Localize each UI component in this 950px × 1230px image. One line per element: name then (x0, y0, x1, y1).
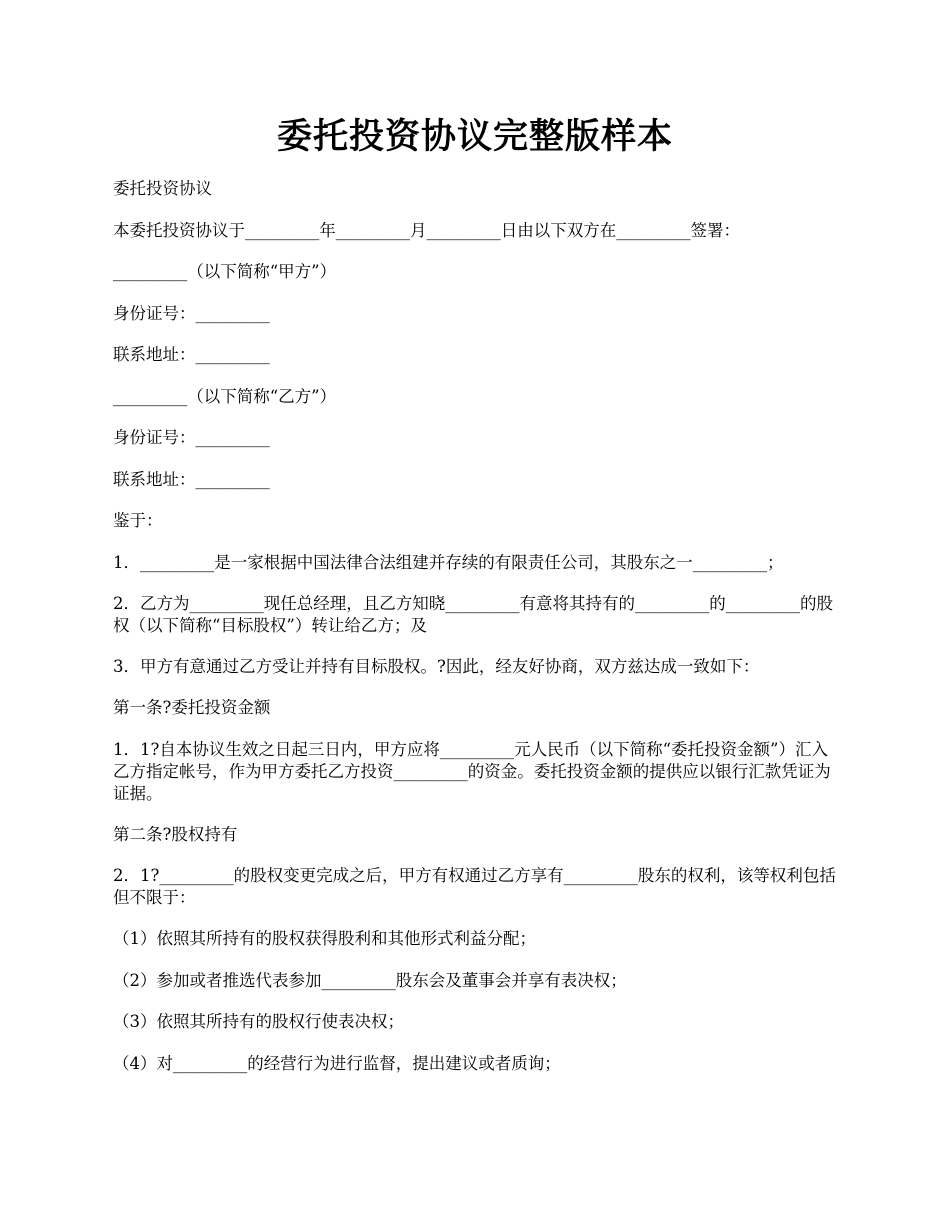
paragraph-party-a: _________（以下简称“甲方”） (113, 262, 337, 281)
paragraph-whereas: 鉴于： (113, 511, 163, 530)
paragraph-recital-1: 1．_________是一家根据中国法律合法组建并存续的有限责任公司，其股东之一_________； (113, 552, 784, 572)
paragraph-signing-date: 本委托投资协议于_________年_________月_________日由以下双方在_________签署： (113, 220, 740, 240)
section-heading-article-1: 第一条?委托投资金额 (113, 698, 271, 717)
paragraph-party-a-id: 身份证号：_________ (113, 303, 270, 323)
list-item-right-3: （3）依照其所持有的股权行使表决权； (113, 1012, 404, 1031)
section-heading-article-2: 第二条?股权持有 (113, 824, 238, 844)
list-item-right-2: （2）参加或者推选代表参加_________股东会及董事会并享有表决权； (113, 970, 627, 990)
paragraph-recital-2: 2．乙方为_________现任总经理，且乙方知晓_________有意将其持有的_________的_________的股权（以下简称“目标股权”）转让给乙方；及 (113, 593, 833, 635)
document-title: 委托投资协议完整版样本 (276, 116, 673, 157)
paragraph-party-b: _________（以下简称“乙方”） (113, 386, 337, 406)
paragraph-party-b-address: 联系地址：_________ (113, 469, 270, 489)
list-item-right-1: （1）依照其所持有的股权获得股利和其他形式利益分配； (113, 929, 536, 948)
paragraph-party-a-address: 联系地址：_________ (113, 345, 270, 364)
paragraph-recital-3: 3．甲方有意通过乙方受让并持有目标股权。?因此，经友好协商，双方兹达成一致如下： (113, 656, 760, 676)
paragraph-party-b-id: 身份证号：_________ (113, 428, 270, 447)
list-item-right-4: （4）对_________的经营行为进行监督，提出建议或者质询； (113, 1053, 561, 1073)
paragraph-clause-1-1: 1．1?自本协议生效之日起三日内，甲方应将_________元人民币（以下简称“委托投资金额”）汇入乙方指定帐号，作为甲方委托乙方投资_________的资金。委托投资金额的提供应以银行汇款凭证为证据。 (113, 739, 831, 803)
paragraph-heading: 委托投资协议 (113, 179, 212, 198)
document-body (113, 178, 841, 1094)
paragraph-clause-2-1: 2．1?_________的股权变更完成之后，甲方有权通过乙方享有_________股东的权利，该等权利包括但不限于： (113, 866, 836, 907)
